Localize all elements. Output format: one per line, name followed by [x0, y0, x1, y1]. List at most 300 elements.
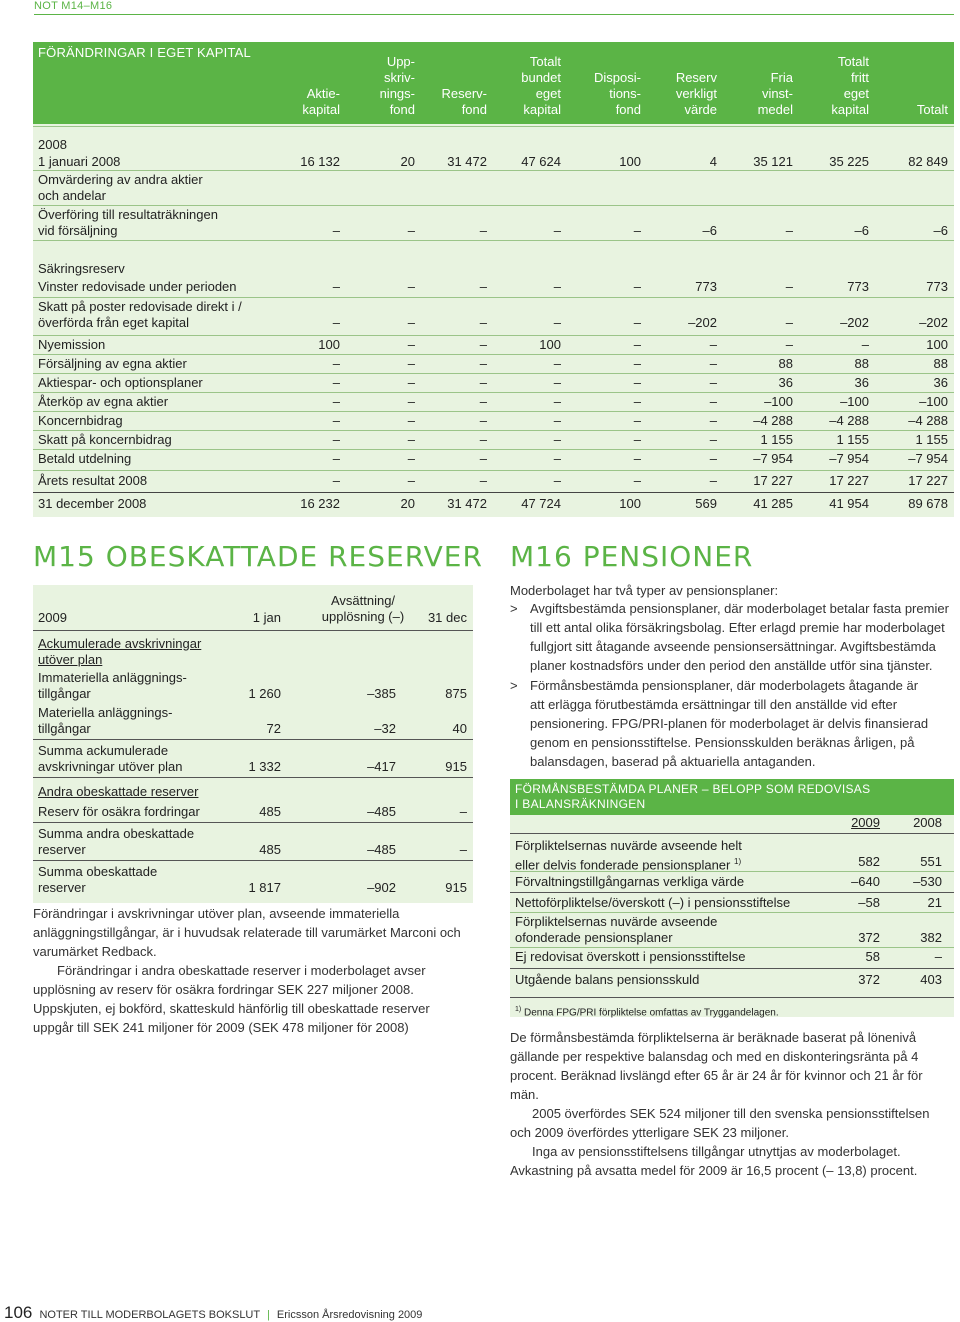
row-label	[38, 299, 242, 331]
column-header-line: eget	[535, 86, 561, 101]
text-line: genom en pensionsstiftelse. Pensionsskulden beräknas årligen, på	[530, 735, 915, 750]
cell: 773	[926, 279, 948, 294]
table-title: FÖRÄNDRINGAR I EGET KAPITAL	[38, 45, 251, 60]
label-line: Återköp av egna aktier	[38, 394, 169, 409]
row-label	[38, 496, 146, 512]
column-header-line: verkligt	[675, 86, 717, 101]
cell: –	[553, 394, 561, 409]
row-label	[38, 394, 168, 410]
cell: –	[785, 279, 793, 294]
cell: 72	[266, 721, 281, 736]
column-header-line: Totalt	[837, 54, 869, 69]
column-header-line: medel	[757, 102, 793, 117]
cell: –202	[688, 315, 717, 330]
section-heading-m15: M15 OBESKATTADE RESERVER	[33, 540, 483, 573]
footnote-mark: 1)	[515, 1006, 522, 1013]
column-header-line: fond	[461, 102, 487, 117]
cell: 16 232	[300, 496, 340, 511]
m16-paragraph-3	[510, 1142, 917, 1180]
m15-paragraph-2	[33, 961, 430, 1037]
cell: 1 332	[248, 759, 281, 774]
cell: 58	[865, 949, 880, 964]
cell: –6	[933, 223, 948, 238]
cell: –	[553, 356, 561, 371]
cell: –	[479, 473, 487, 488]
cell: –	[479, 223, 487, 238]
cell: –	[332, 394, 340, 409]
label-line: vid försäljning	[38, 223, 118, 238]
label-line: reserver	[38, 880, 86, 895]
cell: –100	[764, 394, 793, 409]
row-label	[515, 838, 742, 873]
title-line: I BALANSRÄKNINGEN	[515, 797, 646, 811]
row-divider	[33, 205, 954, 206]
label-line: Vinster redovisade under perioden	[38, 279, 237, 294]
row-label	[515, 914, 717, 946]
row-label: Reserv för osäkra fordringar	[38, 804, 200, 819]
column-header-line: kapital	[302, 102, 340, 117]
cell: –4 288	[753, 413, 793, 428]
label-line: Förpliktelsernas nuvärde avseende	[515, 914, 718, 929]
cell: –	[553, 375, 561, 390]
text-line: och 2009 överfördes ytterligare SEK 23 miljoner.	[510, 1125, 789, 1140]
text-line: upplösning av reserv för osäkra fordringar SEK 227 miljoner 2008.	[33, 982, 414, 997]
cell: 40	[452, 721, 467, 736]
untaxed-reserves-table	[33, 585, 473, 903]
divider	[510, 892, 954, 893]
cell: –	[553, 223, 561, 238]
col-header-jan: 1 jan	[252, 610, 281, 625]
cell: –	[785, 337, 793, 352]
label-line: Årets resultat 2008	[38, 473, 148, 488]
cell: –902	[367, 880, 396, 895]
cell: 88	[854, 356, 869, 371]
cell: –	[633, 375, 641, 390]
label-line: Summa ackumulerade	[38, 743, 169, 758]
cell: 47 724	[521, 496, 561, 511]
label-line: utöver plan	[38, 652, 103, 667]
cell: –	[479, 315, 487, 330]
cell: 88	[933, 356, 948, 371]
cell: –	[553, 413, 561, 428]
page-footer	[4, 1303, 422, 1322]
text-line: uppgår till SEK 241 miljoner för 2009 (SEK 478 miljoner för 2008)	[33, 1020, 409, 1035]
column-header-line: fond	[615, 102, 641, 117]
cell: –	[332, 432, 340, 447]
cell: 100	[539, 337, 561, 352]
cell: –	[407, 413, 415, 428]
cell: 773	[847, 279, 869, 294]
cell: –	[407, 451, 415, 466]
text-line: Inga av pensionsstiftelsens tillgångar utnyttjas av moderbolaget.	[532, 1144, 901, 1159]
cell: –	[785, 223, 793, 238]
cell: 89 678	[908, 496, 948, 511]
cell: –	[553, 279, 561, 294]
text-line: procent. Beräknad livslängd efter 65 år är 24 år för kvinnor och 21 år för	[510, 1068, 923, 1083]
cell: –	[709, 413, 717, 428]
bullet-defined-contribution	[510, 599, 949, 675]
label-line: reserver	[38, 842, 86, 857]
cell: –	[709, 375, 717, 390]
cell: 35 121	[753, 154, 793, 169]
cell: 82 849	[908, 154, 948, 169]
text-line: fullgjort sitt åtagande avseende pensionsersättningar. Avgiftsbestämda	[530, 639, 936, 654]
row-label	[38, 172, 203, 204]
column-header-line: kapital	[523, 102, 561, 117]
cell: 17 227	[753, 473, 793, 488]
cell: –4 288	[908, 413, 948, 428]
year-header: 2009	[38, 610, 67, 625]
cell: –	[633, 315, 641, 330]
cell: –	[633, 473, 641, 488]
cell: –	[407, 279, 415, 294]
text-line: Avgiftsbestämda pensionsplaner, där moderbolaget betalar fasta premier	[530, 601, 949, 616]
row-label: Förvaltningstillgångarnas verkliga värde	[515, 874, 745, 889]
cell: –6	[702, 223, 717, 238]
cell: 875	[445, 686, 467, 701]
column-header-line: Disposi-	[594, 70, 641, 85]
column-header-line: Fria	[770, 70, 793, 85]
text-line: Förändringar i andra obeskattade reserver i moderbolaget avser	[57, 963, 426, 978]
cell: 88	[778, 356, 793, 371]
section-title: Andra obeskattade reserver	[38, 784, 199, 799]
cell: –	[934, 949, 942, 964]
cell: –	[332, 375, 340, 390]
column-header-line: tions-	[609, 86, 641, 101]
text-line: Förmånsbestämda pensionsplaner, där moderbolagets åtagande är	[530, 678, 919, 693]
cell: –	[407, 375, 415, 390]
divider	[33, 630, 473, 631]
equity-changes-table	[33, 42, 954, 517]
cell: 100	[926, 337, 948, 352]
column-header-line: bundet	[521, 70, 561, 85]
text-line: anläggningstillgångar, är i huvudsak relaterade till varumärket Marconi och	[33, 925, 461, 940]
cell: 16 132	[300, 154, 340, 169]
cell: 1 155	[836, 432, 869, 447]
row-label	[38, 413, 123, 429]
row-label	[38, 207, 218, 239]
cell: –	[861, 337, 869, 352]
page-section-label: NOT M14–M16	[34, 0, 113, 12]
cell: –	[633, 337, 641, 352]
divider	[510, 912, 954, 913]
cell: –	[407, 473, 415, 488]
col-header-dec: 31 dec	[427, 610, 467, 625]
cell: 21	[927, 895, 942, 910]
cell: –4 288	[829, 413, 869, 428]
label-line: överförda från eget kapital	[38, 315, 190, 330]
row-label	[38, 154, 120, 170]
cell: –	[407, 337, 415, 352]
divider	[510, 947, 954, 948]
row-label	[38, 432, 172, 448]
column-header-line: eget	[843, 86, 869, 101]
text-line: till ett antal olika försäkringsbolag. Efter erlagd premie har moderbolaget	[530, 620, 945, 635]
text-line: Avkastning på avsatta medel för 2009 är 16,5 procent (– 13,8) procent.	[510, 1163, 918, 1178]
text-line: pensionering. FPG/PRI-planen för moderbolaget är delvis finansierad	[530, 716, 929, 731]
cell: –640	[851, 874, 880, 889]
cell: –7 954	[829, 451, 869, 466]
cell: –	[479, 432, 487, 447]
cell: 915	[445, 759, 467, 774]
cell: 31 472	[447, 154, 487, 169]
row-divider	[33, 430, 954, 431]
label-line: Skatt på koncernbidrag	[38, 432, 172, 447]
label-line: Materiella anläggnings-	[38, 705, 173, 720]
cell: 372	[858, 930, 880, 945]
label-line: Immateriella anläggnings-	[38, 670, 187, 685]
cell: –	[479, 279, 487, 294]
cell: 551	[920, 854, 942, 869]
m16-paragraph-2	[510, 1104, 929, 1142]
col-header-2008: 2008	[913, 815, 942, 830]
label-line: Säkringsreserv	[38, 261, 125, 276]
cell: 1 155	[915, 432, 948, 447]
cell: –	[479, 451, 487, 466]
label-line: tillgångar	[38, 721, 91, 736]
row-label	[38, 356, 187, 372]
column-header-line: Upp-	[386, 54, 415, 69]
label-line: Nyemission	[38, 337, 106, 352]
divider	[510, 968, 954, 969]
column-header-line: Aktie-	[306, 86, 340, 101]
row-divider	[33, 449, 954, 450]
bullet-marker-icon: >	[510, 601, 518, 616]
cell: –	[633, 394, 641, 409]
cell: –	[479, 413, 487, 428]
cell: –	[332, 223, 340, 238]
cell: –7 954	[908, 451, 948, 466]
cell: 100	[318, 337, 340, 352]
text-line: 2005 överfördes SEK 524 miljoner till den svenska pensionsstiftelsen	[532, 1106, 930, 1121]
cell: –	[479, 337, 487, 352]
cell: –	[553, 315, 561, 330]
footnote-text: Denna FPG/PRI förpliktelse omfattas av Tryggandelagen.	[524, 1007, 779, 1019]
cell: –	[332, 315, 340, 330]
row-label	[38, 743, 183, 775]
bullet-defined-benefit	[510, 676, 929, 771]
label-line: 1 januari 2008	[38, 154, 121, 169]
col-header-change-line: upplösning (–)	[321, 609, 405, 624]
cell: 17 227	[829, 473, 869, 488]
cell: 582	[858, 854, 880, 869]
cell: –	[332, 279, 340, 294]
row-label	[38, 337, 105, 353]
text-line: Uppskjuten, ej bokförd, skatteskuld hänförlig till obeskattade reserver	[33, 1001, 430, 1016]
text-line: Förändringar i avskrivningar utöver plan, avseende immateriella	[33, 906, 400, 921]
cell: 1 817	[248, 880, 281, 895]
cell: –	[633, 279, 641, 294]
divider	[33, 739, 473, 740]
cell: 773	[695, 279, 717, 294]
cell: –32	[374, 721, 396, 736]
cell: –	[407, 432, 415, 447]
cell: –58	[858, 895, 880, 910]
col-header-change	[298, 593, 428, 625]
cell: –	[479, 394, 487, 409]
label-line: 2008	[38, 137, 67, 152]
col-header-2009: 2009	[851, 815, 880, 830]
cell: –530	[913, 874, 942, 889]
cell: –	[709, 337, 717, 352]
cell: –	[553, 473, 561, 488]
cell: 485	[259, 842, 281, 857]
divider	[33, 777, 473, 778]
cell: 20	[400, 496, 415, 511]
row-divider	[33, 470, 954, 471]
column-header-line: Reserv-	[441, 86, 487, 101]
row-label	[38, 826, 194, 858]
section-heading-m16: M16 PENSIONER	[510, 540, 754, 573]
footer-document: Ericsson Årsredovisning 2009	[276, 1309, 423, 1321]
table-title	[515, 782, 870, 812]
header-divider	[34, 14, 954, 15]
cell: 35 225	[829, 154, 869, 169]
row-label	[38, 864, 157, 896]
row-label: Utgående balans pensionsskuld	[515, 972, 700, 987]
column-header-line: fritt	[850, 70, 869, 85]
cell: –100	[919, 394, 948, 409]
m16-intro: Moderbolaget har två typer av pensionsplaner:	[510, 583, 779, 598]
pension-balance-table	[510, 779, 954, 997]
label-line: och andelar	[38, 188, 106, 203]
row-label	[38, 705, 172, 737]
column-header-line: Totalt	[529, 54, 561, 69]
label-line: Skatt på poster redovisade direkt i /	[38, 299, 242, 314]
cell: 915	[445, 880, 467, 895]
column-header-line: kapital	[831, 102, 869, 117]
label-line: Summa andra obeskattade	[38, 826, 195, 841]
cell: –7 954	[753, 451, 793, 466]
cell: 17 227	[908, 473, 948, 488]
cell: –	[553, 451, 561, 466]
footer-section: NOTER TILL MODERBOLAGETS BOKSLUT	[39, 1309, 260, 1321]
divider	[33, 822, 473, 823]
text-line: gällande per respektive balansdag och med en diskonteringsränta på 4	[510, 1049, 919, 1064]
cell: 36	[854, 375, 869, 390]
cell: 20	[400, 154, 415, 169]
cell: –	[633, 451, 641, 466]
cell: –	[709, 432, 717, 447]
label-line: Koncernbidrag	[38, 413, 123, 428]
cell: –	[332, 413, 340, 428]
label-line: Förpliktelsernas nuvärde avseende helt	[515, 838, 742, 853]
label-line: Omvärdering av andra aktier	[38, 172, 203, 187]
row-divider	[33, 411, 954, 412]
bullet-marker-icon: >	[510, 678, 518, 693]
cell: –202	[840, 315, 869, 330]
text-line: planer kostnadsförs under den period den anställde utför sina tjänster.	[530, 658, 933, 673]
row-label	[38, 451, 131, 467]
column-header-line: nings-	[379, 86, 415, 101]
page-number: 106	[4, 1303, 33, 1322]
column-header-line: vinst-	[761, 86, 793, 101]
cell: –	[479, 356, 487, 371]
cell: 36	[933, 375, 948, 390]
row-divider	[33, 297, 954, 298]
cell: –385	[367, 686, 396, 701]
divider	[510, 871, 954, 872]
row-divider	[33, 392, 954, 393]
row-label	[38, 279, 237, 295]
label-line: Aktiespar- och optionsplaner	[38, 375, 203, 390]
cell: –	[633, 413, 641, 428]
row-divider	[33, 492, 954, 493]
label-line: Försäljning av egna aktier	[38, 356, 187, 371]
label-line: ofonderade pensionsplaner	[515, 930, 673, 945]
m15-paragraph-1	[33, 904, 461, 961]
row-divider	[33, 373, 954, 374]
cell: –	[633, 432, 641, 447]
cell: –	[332, 356, 340, 371]
label-line: 31 december 2008	[38, 496, 147, 511]
cell: –417	[367, 759, 396, 774]
label-line: Summa obeskattade	[38, 864, 158, 879]
col-header-change-line: Avsättning/	[330, 593, 396, 608]
row-label	[38, 670, 187, 702]
row-label	[38, 375, 203, 391]
cell: –	[479, 375, 487, 390]
cell: 4	[709, 154, 717, 169]
cell: –	[709, 356, 717, 371]
cell: –	[633, 356, 641, 371]
label-line: Betald utdelning	[38, 451, 132, 466]
cell: –485	[367, 842, 396, 857]
cell: 100	[619, 154, 641, 169]
row-divider	[33, 354, 954, 355]
row-label	[38, 137, 67, 153]
row-label	[38, 261, 125, 277]
footnote-ref: 1)	[734, 857, 742, 866]
cell: –	[332, 451, 340, 466]
label-line: Ackumulerade avskrivningar	[38, 636, 202, 651]
row-label: Ej redovisat överskott i pensionsstiftelse	[515, 949, 746, 964]
cell: –6	[854, 223, 869, 238]
cell: –	[332, 473, 340, 488]
divider	[33, 860, 473, 861]
column-header-line: Totalt	[916, 102, 948, 117]
cell: –	[407, 356, 415, 371]
cell: –485	[367, 804, 396, 819]
cell: –	[553, 432, 561, 447]
cell: 403	[920, 972, 942, 987]
row-divider	[33, 335, 954, 336]
cell: –	[459, 804, 467, 819]
cell: –	[709, 473, 717, 488]
row-divider	[33, 170, 954, 171]
row-divider	[33, 126, 954, 127]
row-label: Nettoförpliktelse/överskott (–) i pensionsstiftelse	[515, 895, 791, 910]
label-line: eller delvis fonderade pensionsplaner $^{1)}$	[515, 857, 742, 873]
footer-separator: |	[266, 1309, 270, 1321]
cell: –	[633, 223, 641, 238]
column-header-line: fond	[389, 102, 415, 117]
cell: 382	[920, 930, 942, 945]
cell: 569	[695, 496, 717, 511]
cell: 41 285	[753, 496, 793, 511]
cell: 372	[858, 972, 880, 987]
cell: –	[459, 842, 467, 857]
cell: –	[785, 315, 793, 330]
column-header-line: skriv-	[383, 70, 415, 85]
cell: 100	[619, 496, 641, 511]
text-line: De förmånsbestämda förpliktelserna är beräknade baserat på lönenivå	[510, 1030, 917, 1045]
column-header-line: Reserv	[675, 70, 717, 85]
cell: –	[407, 223, 415, 238]
cell: 1 155	[760, 432, 793, 447]
cell: –	[407, 394, 415, 409]
m16-paragraph-1	[510, 1028, 923, 1104]
